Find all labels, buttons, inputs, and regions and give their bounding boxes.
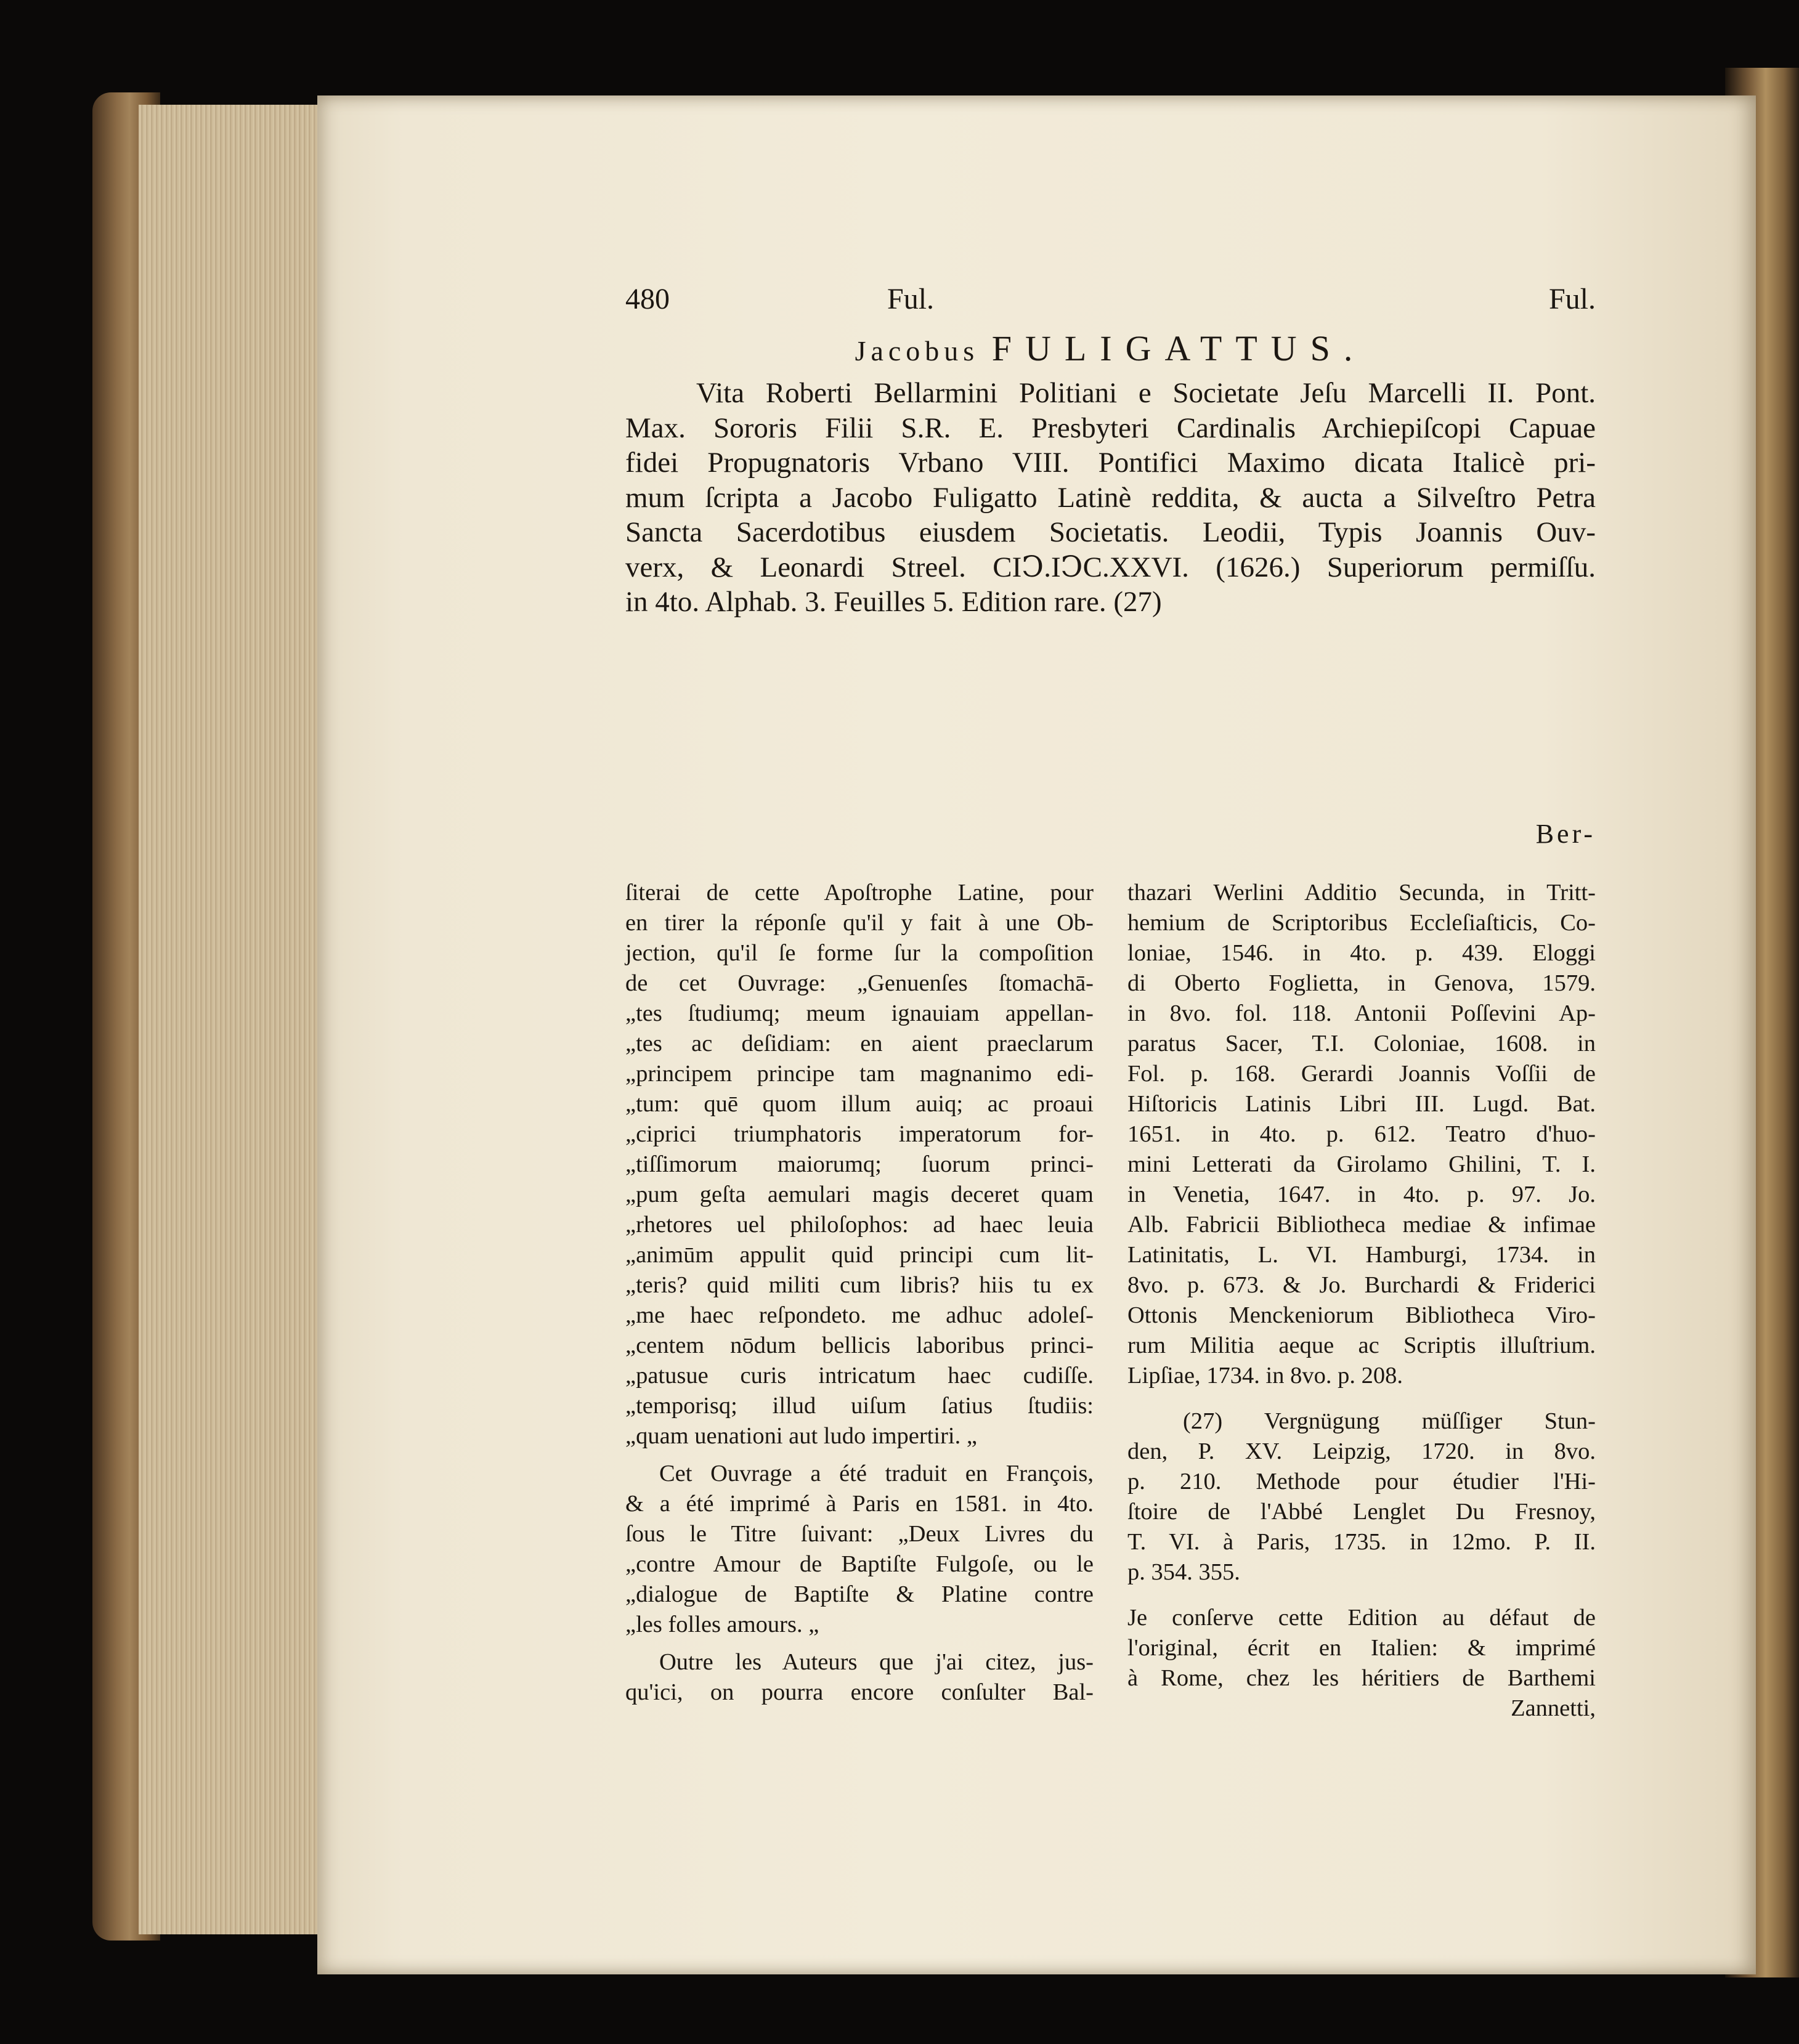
text-line: „tes ac deſidiam: en aient praeclarum — [625, 1031, 1094, 1056]
text-line: „rhetores uel philoſophos: ad haec leuia — [625, 1212, 1094, 1238]
text-line: Outre les Auteurs que j'ai citez, jus- — [659, 1649, 1094, 1675]
text-line: „dialogue de Baptiſte & Platine contre — [625, 1581, 1094, 1607]
text-line: ſous le Titre ſuivant: „Deux Livres du — [625, 1521, 1094, 1547]
text-line: à Rome, chez les héritiers de Barthemi — [1127, 1665, 1596, 1691]
author-heading — [625, 328, 1596, 369]
running-head-right: Ful. — [1548, 283, 1596, 315]
page-edges — [139, 105, 327, 1934]
bibliographic-entry — [625, 376, 1596, 620]
text-line: (27) Vergnügung müſſiger Stun- — [1183, 1408, 1596, 1434]
entry-line: Max. Sororis Filii S.R. E. Presbyteri Cardinalis Archiepiſcopi Capuae — [625, 412, 1596, 444]
page-number: 480 — [625, 283, 670, 315]
left-column — [625, 878, 1094, 1708]
text-line: Je conſerve cette Edition au défaut de — [1127, 1605, 1596, 1631]
text-line: qu'ici, on pourra encore conſulter Bal- — [625, 1679, 1094, 1705]
text-line: thazari Werlini Additio Secunda, in Tritt- — [1127, 880, 1596, 906]
text-line: loniae, 1546. in 4to. p. 439. Eloggi — [1127, 940, 1596, 966]
text-line: rum Militia aeque ac Scriptis illuſtrium. — [1127, 1332, 1596, 1358]
text-line: en tirer la réponſe qu'il y fait à une Ob- — [625, 910, 1094, 936]
text-line: „tiſſimorum maiorumq; ſuorum princi- — [625, 1151, 1094, 1177]
text-line: in Venetia, 1647. in 4to. p. 97. Jo. — [1127, 1182, 1596, 1207]
catchword: Ber- — [1535, 819, 1596, 849]
author-first-name: Jacobus — [855, 335, 980, 367]
text-line: 8vo. p. 673. & Jo. Burchardi & Friderici — [1127, 1272, 1596, 1298]
entry-line: Vita Roberti Bellarmini Politiani e Societate Jeſu Marcelli II. Pont. — [696, 377, 1596, 409]
text-line: ſtoire de l'Abbé Lenglet Du Fresnoy, — [1127, 1499, 1596, 1525]
text-line: „centem nōdum bellicis laboribus princi- — [625, 1332, 1094, 1358]
running-head-center: Ful. — [887, 283, 935, 315]
text-line: 1651. in 4to. p. 612. Teatro d'huo- — [1127, 1121, 1596, 1147]
text-line: di Oberto Foglietta, in Genova, 1579. — [1127, 970, 1596, 996]
text-line: Hiſtoricis Latinis Libri III. Lugd. Bat. — [1127, 1091, 1596, 1117]
text-line: p. 210. Methode pour étudier l'Hi- — [1127, 1469, 1596, 1494]
text-line: jection, qu'il ſe forme ſur la compoſition — [625, 940, 1094, 966]
text-line: „me haec reſpondeto. me adhuc adoleſ- — [625, 1302, 1094, 1328]
text-line: Fol. p. 168. Gerardi Joannis Voſſii de — [1127, 1061, 1596, 1087]
text-line: & a été imprimé à Paris en 1581. in 4to. — [625, 1491, 1094, 1517]
text-line: „temporisq; illud uiſum ſatius ſtudiis: — [625, 1393, 1094, 1419]
entry-line: verx, & Leonardi Streel. CIↃ.IↃC.XXVI. (1626.) Superiorum permiſſu. — [625, 551, 1596, 583]
text-line: „tum: quē quom illum auiq; ac proaui — [625, 1091, 1094, 1117]
text-line: Lipſiae, 1734. in 8vo. p. 208. — [1127, 1363, 1403, 1389]
text-line: ſiterai de cette Apoſtrophe Latine, pour — [625, 880, 1094, 906]
text-line: „principem principe tam magnanimo edi- — [625, 1061, 1094, 1087]
text-line: „ciprici triumphatoris imperatorum for- — [625, 1121, 1094, 1147]
text-line: den, P. XV. Leipzig, 1720. in 8vo. — [1127, 1438, 1596, 1464]
entry-line: in 4to. Alphab. 3. Feuilles 5. Edition rare. (27) — [625, 586, 1162, 618]
text-line: „tes ſtudiumq; meum ignauiam appellan- — [625, 1000, 1094, 1026]
text-line: de cet Ouvrage: „Genuenſes ſtomachā- — [625, 970, 1094, 996]
text-line: „animūm appulit quid principi cum lit- — [625, 1242, 1094, 1268]
text-line: mini Letterati da Girolamo Ghilini, T. I. — [1127, 1151, 1596, 1177]
entry-line: mum ſcripta a Jacobo Fuligatto Latinè reddita, & aucta a Silveſtro Petra — [625, 481, 1596, 514]
text-line: Zannetti, — [1511, 1695, 1596, 1721]
text-line: „quam uenationi aut ludo impertiri. „ — [625, 1423, 977, 1449]
right-column — [1127, 878, 1596, 1724]
text-line: p. 354. 355. — [1127, 1559, 1240, 1585]
text-line: hemium de Scriptoribus Eccleſiaſticis, Co- — [1127, 910, 1596, 936]
text-line: „contre Amour de Baptiſte Fulgoſe, ou le — [625, 1551, 1094, 1577]
entry-line: Sancta Sacerdotibus eiusdem Societatis. Leodii, Typis Joannis Ouv- — [625, 516, 1596, 548]
author-last-name: FULIGATTUS. — [991, 328, 1367, 368]
text-line: Ottonis Menckeniorum Bibliotheca Viro- — [1127, 1302, 1596, 1328]
entry-line: fidei Propugnatoris Vrbano VIII. Pontifici Maximo dicata Italicè pri- — [625, 447, 1596, 479]
text-line: l'original, écrit en Italien: & imprimé — [1127, 1635, 1596, 1661]
text-line: „les folles amours. „ — [625, 1612, 819, 1637]
text-line: in 8vo. fol. 118. Antonii Poſſevini Ap- — [1127, 1000, 1596, 1026]
text-line: „pum geſta aemulari magis deceret quam — [625, 1182, 1094, 1207]
text-line: Latinitatis, L. VI. Hamburgi, 1734. in — [1127, 1242, 1596, 1268]
text-line: T. VI. à Paris, 1735. in 12mo. P. II. — [1127, 1529, 1596, 1555]
text-line: Alb. Fabricii Bibliotheca mediae & infimae — [1127, 1212, 1596, 1238]
text-line: Cet Ouvrage a été traduit en François, — [659, 1461, 1094, 1486]
text-line: „patusue curis intricatum haec cudiſſe. — [625, 1363, 1094, 1389]
text-line: „teris? quid militi cum libris? hiis tu ex — [625, 1272, 1094, 1298]
running-head — [625, 277, 1596, 326]
text-line: paratus Sacer, T.I. Coloniae, 1608. in — [1127, 1031, 1596, 1056]
